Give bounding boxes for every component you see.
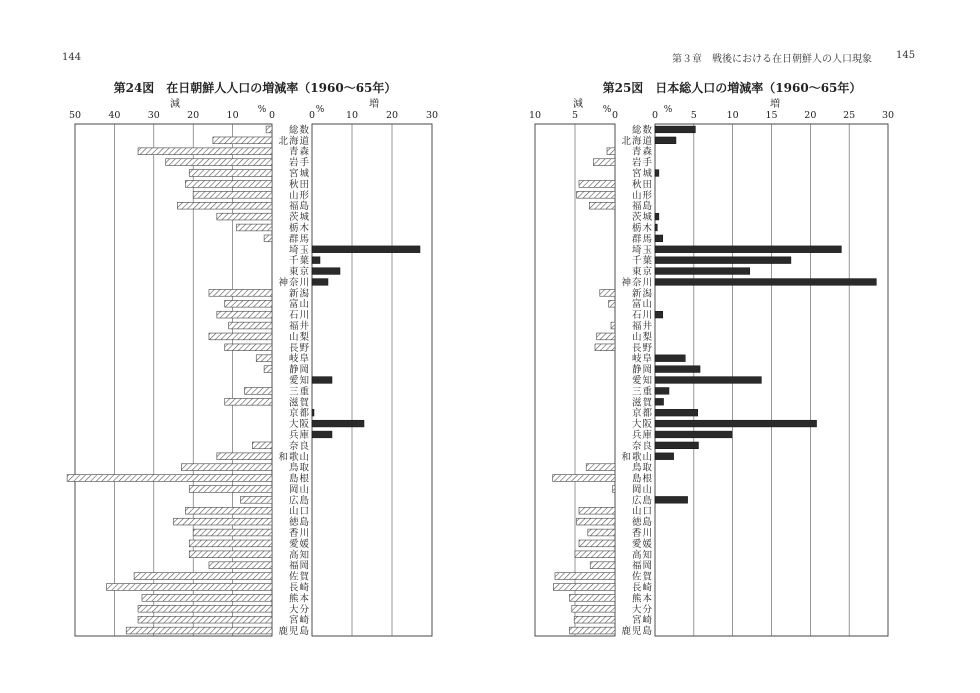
category-label: 静岡 [631, 364, 653, 376]
decrease-bar [209, 289, 272, 296]
decrease-bar [193, 529, 272, 536]
decrease-bar [177, 202, 272, 209]
decrease-bar [577, 191, 615, 198]
decrease-bar [555, 573, 615, 580]
category-label: 滋賀 [631, 397, 653, 409]
chart-title: 第25図 日本総人口の増減率（1960〜65年） [602, 81, 862, 95]
increase-tick-label: 25 [843, 110, 856, 121]
increase-tick-label: 30 [881, 110, 895, 121]
decrease-bar [229, 322, 272, 329]
decrease-bar [609, 300, 615, 307]
decrease-bar [67, 475, 272, 482]
category-label: 静岡 [288, 364, 310, 376]
category-label: 岩手 [288, 157, 310, 169]
increase-bar [655, 224, 657, 231]
decrease-bar [264, 235, 272, 242]
increase-tick-label: 5 [690, 110, 697, 121]
increase-bar [655, 398, 664, 405]
decrease-bar [574, 616, 615, 623]
category-label: 岐阜 [631, 353, 653, 365]
category-label: 福島 [288, 201, 310, 213]
increase-tick-label: 10 [726, 110, 739, 121]
increase-tick-label: 20 [804, 110, 817, 121]
category-label: 長崎 [288, 582, 310, 594]
category-label: 奈良 [288, 440, 310, 452]
unit-label-decrease: % [257, 105, 267, 115]
category-label: 千葉 [288, 255, 310, 267]
increase-bar [655, 170, 659, 177]
decrease-bar [252, 442, 272, 449]
increase-bar [655, 453, 674, 460]
increase-bar [312, 257, 320, 264]
decrease-bar [607, 148, 615, 155]
category-label: 佐賀 [288, 571, 310, 583]
category-label: 栃木 [288, 222, 310, 234]
right-page-number: 145 [896, 50, 916, 61]
decrease-bar [611, 322, 615, 329]
category-label: 島根 [631, 473, 653, 485]
increase-bar [655, 420, 817, 427]
decrease-bar [138, 616, 272, 623]
decrease-bar [126, 627, 272, 634]
category-label: 愛媛 [288, 538, 310, 550]
decrease-bar [166, 159, 272, 166]
category-label: 石川 [631, 310, 653, 322]
category-label: 山梨 [631, 331, 653, 343]
unit-label-decrease: % [602, 105, 612, 115]
decrease-bar [142, 594, 272, 601]
chart-title: 第24図 在日朝鮮人人口の増減率（1960〜65年） [113, 81, 397, 95]
increase-bar [655, 126, 695, 133]
category-label: 香川 [288, 528, 310, 540]
decrease-bar [185, 507, 272, 514]
category-label: 長野 [288, 342, 310, 354]
category-label: 山形 [288, 190, 310, 202]
decrease-tick-label: 40 [108, 110, 121, 121]
category-label: 熊本 [288, 593, 310, 605]
decrease-tick-label: 10 [226, 110, 239, 121]
category-label: 岐阜 [288, 353, 310, 365]
category-label: 東京 [288, 266, 310, 278]
decrease-bar [189, 540, 272, 547]
increase-tick-label: 20 [385, 110, 399, 121]
category-label: 茨城 [631, 212, 653, 224]
category-label: 鳥取 [631, 462, 653, 474]
decrease-bar [225, 344, 272, 351]
category-label: 和歌山 [278, 451, 310, 463]
increase-bar [312, 279, 328, 286]
category-label: 岩手 [631, 157, 653, 169]
category-label: 三重 [631, 386, 653, 398]
category-label: 新潟 [288, 288, 310, 300]
decrease-bar [579, 507, 615, 514]
unit-label-increase: % [315, 105, 325, 115]
increase-tick-label: 10 [345, 110, 359, 121]
decrease-bar [185, 181, 272, 188]
decrease-bar [597, 333, 615, 340]
category-label: 山口 [288, 506, 310, 518]
category-label: 神奈川 [621, 277, 653, 289]
decrease-bar [588, 529, 615, 536]
decrease-tick-label: 0 [268, 110, 276, 121]
category-label: 山口 [631, 506, 653, 518]
category-label: 愛媛 [631, 538, 653, 550]
increase-bar [655, 409, 698, 416]
increase-bar [655, 213, 659, 220]
decrease-tick-label: 5 [571, 110, 579, 121]
category-label: 岡山 [288, 484, 310, 496]
increase-bar [655, 257, 791, 264]
category-label: 富山 [631, 299, 653, 311]
increase-bar [312, 431, 332, 438]
category-label: 富山 [288, 299, 310, 311]
decrease-bar [593, 159, 615, 166]
increase-bar [655, 279, 876, 286]
decrease-label: 減 [170, 99, 180, 110]
unit-label-increase: % [663, 105, 673, 115]
category-label: 東京 [631, 266, 653, 278]
decrease-bar [553, 475, 615, 482]
category-label: 愛知 [288, 375, 310, 387]
decrease-bar [189, 170, 272, 177]
category-label: 香川 [631, 528, 653, 540]
category-label: 長野 [631, 342, 653, 354]
category-label: 岡山 [631, 484, 653, 496]
category-label: 福岡 [631, 560, 653, 572]
category-label: 宮崎 [631, 615, 653, 627]
decrease-bar [256, 355, 272, 362]
category-label: 大分 [631, 604, 653, 616]
decrease-bar [577, 518, 615, 525]
decrease-bar [586, 464, 615, 471]
decrease-bar [240, 496, 272, 503]
increase-bar [312, 420, 364, 427]
category-label: 茨城 [288, 212, 310, 224]
increase-bar [655, 311, 663, 318]
category-label: 北海道 [278, 135, 310, 147]
category-label: 秋田 [288, 179, 310, 191]
category-label: 石川 [288, 310, 310, 322]
increase-bar [655, 246, 841, 253]
decrease-tick-label: 20 [187, 110, 200, 121]
decrease-tick-label: 50 [68, 110, 82, 121]
category-label: 大阪 [288, 419, 310, 431]
decrease-tick-label: 10 [528, 110, 542, 121]
category-label: 青森 [631, 146, 653, 158]
decrease-bar [553, 584, 615, 591]
category-label: 宮城 [631, 168, 653, 180]
decrease-tick-label: 30 [147, 110, 160, 121]
increase-tick-label: 15 [765, 110, 778, 121]
decrease-bar [579, 181, 615, 188]
increase-bar [312, 377, 332, 384]
category-label: 栃木 [631, 222, 653, 234]
category-label: 秋田 [631, 179, 653, 191]
decrease-bar [174, 518, 273, 525]
category-label: 埼玉 [631, 244, 653, 256]
chart-japan-total [529, 80, 894, 637]
decrease-bar [107, 584, 272, 591]
decrease-bar [589, 202, 615, 209]
category-label: 兵庫 [288, 429, 310, 441]
category-label: 広島 [288, 495, 310, 507]
increase-bar [312, 268, 340, 275]
increase-tick-label: 0 [308, 110, 316, 121]
category-label: 佐賀 [631, 571, 653, 583]
increase-bar [655, 431, 732, 438]
increase-bar [655, 355, 685, 362]
chart-korean-residents [67, 80, 438, 637]
running-head: 第３章 戦後における在日朝鮮人の人口現象 [672, 54, 872, 65]
category-label: 埼玉 [288, 244, 310, 256]
category-label: 広島 [631, 495, 653, 507]
category-label: 高知 [631, 549, 653, 561]
decrease-bar [217, 453, 272, 460]
decrease-bar [189, 551, 272, 558]
decrease-bar [575, 551, 615, 558]
decrease-bar [138, 605, 272, 612]
category-label: 宮崎 [288, 615, 310, 627]
category-label: 新潟 [631, 288, 653, 300]
category-label: 群馬 [631, 233, 653, 245]
increase-bar [312, 246, 420, 253]
decrease-bar [600, 289, 615, 296]
increase-bar [655, 442, 698, 449]
left-page-number: 144 [62, 52, 82, 63]
decrease-bar [569, 594, 615, 601]
decrease-bar [213, 137, 272, 144]
decrease-bar [217, 311, 272, 318]
decrease-bar [579, 540, 615, 547]
decrease-bar [138, 148, 272, 155]
category-label: 大分 [288, 604, 310, 616]
increase-bar [655, 366, 700, 373]
category-label: 山形 [631, 190, 653, 202]
category-label: 鹿児島 [278, 626, 310, 638]
category-label: 徳島 [288, 517, 310, 529]
category-label: 島根 [288, 473, 310, 485]
category-label: 山梨 [288, 331, 310, 343]
category-label: 千葉 [631, 255, 653, 267]
decrease-bar [569, 627, 615, 634]
increase-tick-label: 0 [651, 110, 659, 121]
decrease-label: 減 [573, 99, 583, 110]
decrease-bar [209, 562, 272, 569]
category-label: 北海道 [621, 135, 653, 147]
category-label: 宮城 [288, 168, 310, 180]
category-label: 和歌山 [621, 451, 653, 463]
decrease-bar [264, 366, 272, 373]
category-label: 大阪 [631, 419, 653, 431]
increase-bar [312, 409, 314, 416]
decrease-bar [134, 573, 272, 580]
decrease-bar [613, 486, 615, 493]
decrease-tick-label: 0 [611, 110, 619, 121]
category-label: 熊本 [631, 593, 653, 605]
category-label: 奈良 [631, 440, 653, 452]
category-label: 総数 [631, 124, 653, 136]
decrease-bar [181, 464, 272, 471]
category-label: 福岡 [288, 560, 310, 572]
category-label: 鹿児島 [621, 626, 653, 638]
decrease-bar [237, 224, 272, 231]
increase-bar [655, 268, 750, 275]
decrease-bar [266, 126, 272, 133]
category-label: 青森 [288, 146, 310, 158]
decrease-bar [189, 486, 272, 493]
increase-bar [655, 388, 669, 395]
decrease-bar [590, 562, 615, 569]
increase-bar [655, 137, 676, 144]
increase-label: 増 [369, 99, 379, 110]
increase-tick-label: 30 [425, 110, 439, 121]
category-label: 福島 [631, 201, 653, 213]
category-label: 徳島 [631, 517, 653, 529]
category-label: 京都 [631, 408, 653, 420]
decrease-panel-frame [75, 124, 272, 636]
category-label: 福井 [631, 321, 653, 333]
increase-bar [655, 235, 663, 242]
decrease-bar [225, 398, 272, 405]
category-label: 神奈川 [278, 277, 310, 289]
category-label: 兵庫 [631, 429, 653, 441]
decrease-bar [595, 344, 615, 351]
category-label: 滋賀 [288, 397, 310, 409]
category-label: 三重 [288, 386, 310, 398]
decrease-bar [193, 191, 272, 198]
decrease-bar [572, 605, 615, 612]
category-label: 鳥取 [288, 462, 310, 474]
decrease-bar [225, 300, 272, 307]
increase-bar [655, 377, 761, 384]
category-label: 京都 [288, 408, 310, 420]
category-label: 愛知 [631, 375, 653, 387]
increase-label: 増 [770, 99, 780, 110]
category-label: 総数 [288, 124, 310, 136]
category-label: 群馬 [288, 233, 310, 245]
decrease-bar [217, 213, 272, 220]
increase-bar [655, 496, 688, 503]
category-label: 福井 [288, 321, 310, 333]
category-label: 高知 [288, 549, 310, 561]
decrease-bar [209, 333, 272, 340]
category-label: 長崎 [631, 582, 653, 594]
decrease-bar [244, 388, 272, 395]
